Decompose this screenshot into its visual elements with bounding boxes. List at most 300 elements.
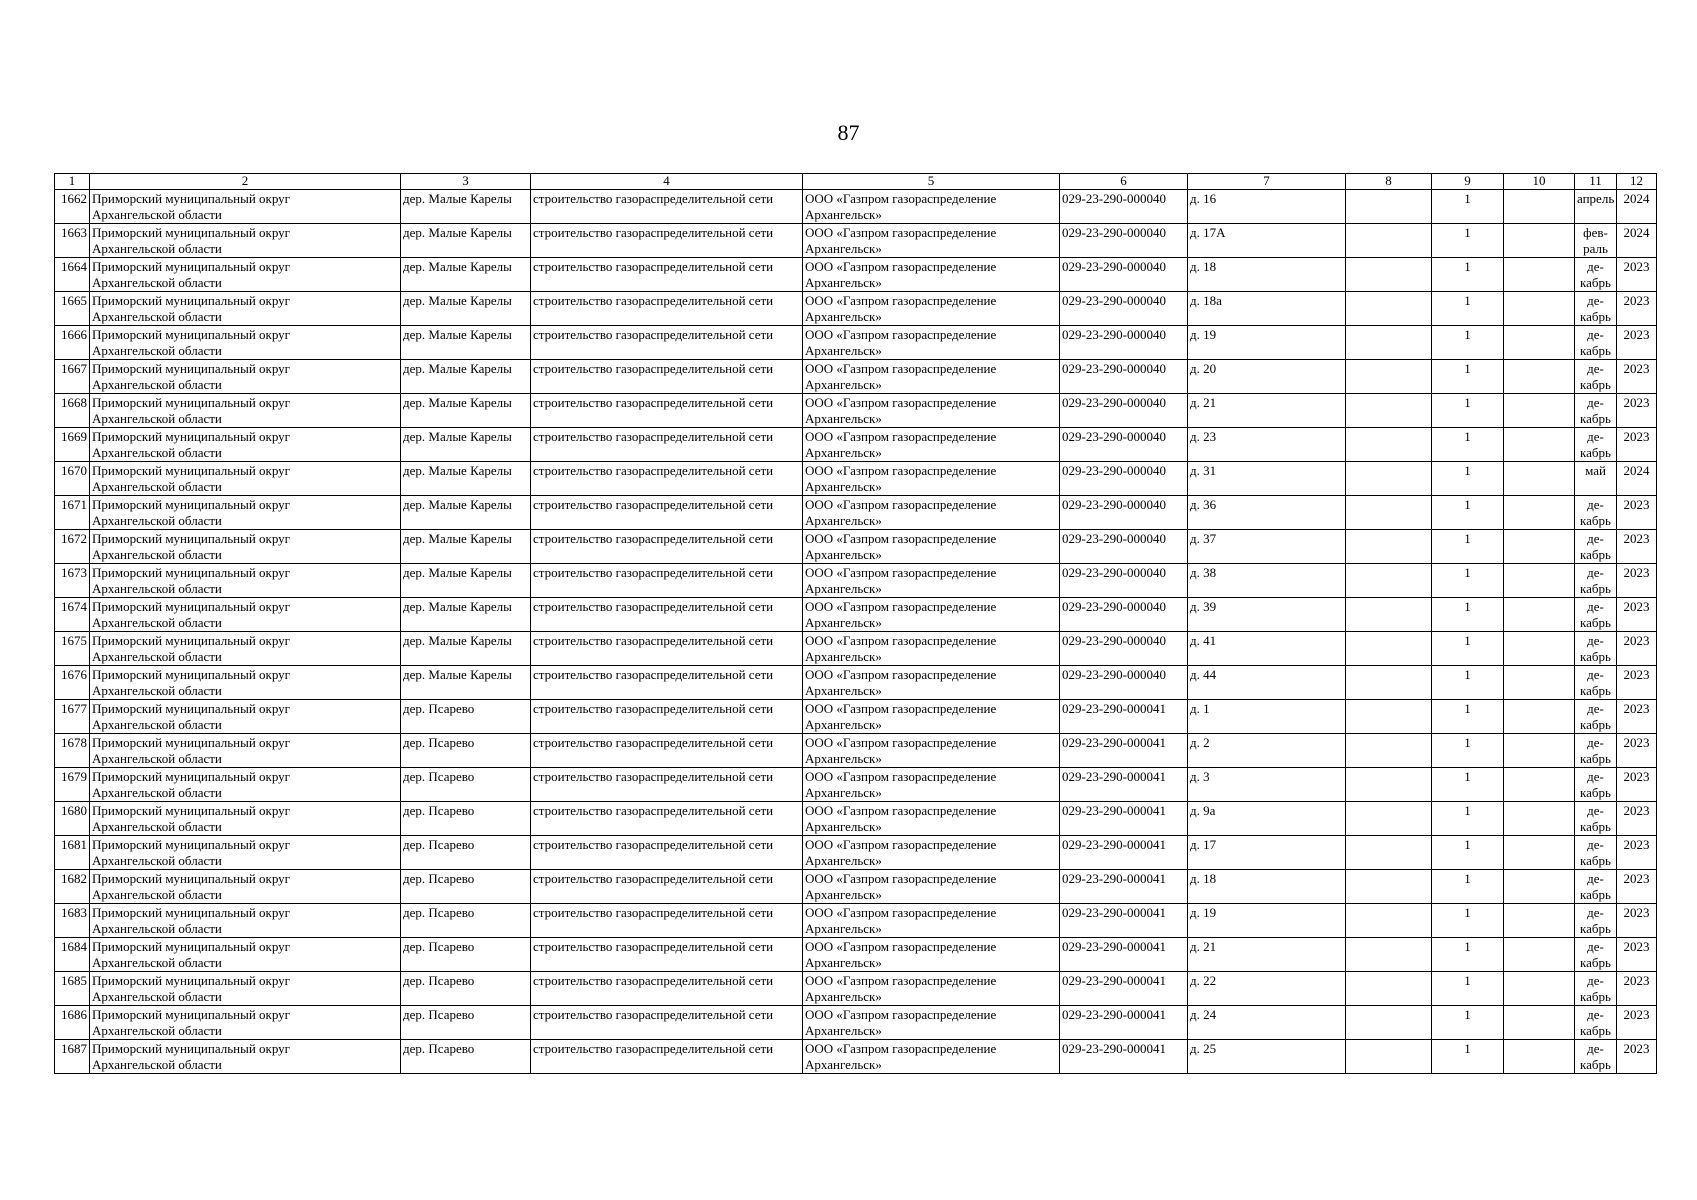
settlement-cell [401,904,531,938]
quantity-cell [1432,1006,1504,1040]
month-text: апрель [1577,191,1615,206]
row-number-text: 1664 [61,259,87,274]
district-text: Архангельской области [92,445,222,460]
row-number-text: 1662 [61,191,87,206]
year-text: 2023 [1623,701,1650,716]
column-10-cell [1504,292,1575,326]
settlement-text: дер. Малые Карелы [403,191,512,206]
quantity-text: 1 [1464,735,1471,750]
row-number-text: 1671 [61,497,87,512]
month-text: де- [1587,259,1604,274]
column-header-1: 1 [55,174,90,190]
code-cell [1060,326,1188,360]
month-text: де- [1587,1041,1604,1056]
district-cell [90,666,401,700]
organization-cell [803,870,1060,904]
column-10-cell [1504,734,1575,768]
organization-cell [803,666,1060,700]
code-cell [1060,836,1188,870]
quantity-text: 1 [1464,769,1471,784]
code-cell [1060,190,1188,224]
work-type-cell [531,224,803,258]
house-text: д. 44 [1190,667,1217,682]
district-text: Архангельской области [92,921,222,936]
organization-text: ООО «Газпром газораспределение [805,259,997,274]
row-number-cell [55,734,90,768]
code-cell [1060,972,1188,1006]
month-text: кабрь [1580,819,1611,834]
code-text: 029-23-290-000040 [1062,293,1166,308]
organization-text: ООО «Газпром газораспределение [805,667,997,682]
organization-cell [803,394,1060,428]
month-text: де- [1587,531,1604,546]
table-row [55,530,1657,564]
district-text: Архангельской области [92,785,222,800]
district-cell [90,326,401,360]
year-cell [1617,394,1657,428]
column-8-cell [1346,496,1432,530]
column-8-cell [1346,360,1432,394]
month-cell [1575,632,1617,666]
organization-cell [803,258,1060,292]
month-text: май [1585,463,1606,478]
house-text: д. 1 [1190,701,1210,716]
work-type-text: строительство газораспределительной сети [533,463,774,478]
house-cell [1188,496,1346,530]
code-text: 029-23-290-000040 [1062,395,1166,410]
organization-text: ООО «Газпром газораспределение [805,293,997,308]
month-text: кабрь [1580,717,1611,732]
code-cell [1060,360,1188,394]
quantity-text: 1 [1464,259,1471,274]
district-text: Приморский муниципальный округ [92,361,291,376]
column-8-cell [1346,904,1432,938]
table-row [55,938,1657,972]
organization-text: ООО «Газпром газораспределение [805,633,997,648]
quantity-cell [1432,564,1504,598]
code-cell [1060,292,1188,326]
organization-text: ООО «Газпром газораспределение [805,395,997,410]
quantity-cell [1432,428,1504,462]
table-row [55,394,1657,428]
year-cell [1617,666,1657,700]
organization-text: ООО «Газпром газораспределение [805,531,997,546]
district-text: Приморский муниципальный округ [92,905,291,920]
table-row [55,360,1657,394]
code-text: 029-23-290-000040 [1062,191,1166,206]
district-text: Приморский муниципальный округ [92,667,291,682]
year-text: 2023 [1623,633,1650,648]
month-text: кабрь [1580,1057,1611,1072]
organization-text: Архангельск» [805,241,882,256]
work-type-text: строительство газораспределительной сети [533,429,774,444]
month-text: де- [1587,837,1604,852]
settlement-text: дер. Псарево [403,803,475,818]
settlement-cell [401,292,531,326]
work-type-text: строительство газораспределительной сети [533,565,774,580]
house-text: д. 39 [1190,599,1217,614]
year-text: 2024 [1623,191,1650,206]
month-cell [1575,904,1617,938]
code-text: 029-23-290-000041 [1062,871,1166,886]
settlement-cell [401,564,531,598]
quantity-text: 1 [1464,531,1471,546]
row-number-cell [55,360,90,394]
settlement-cell [401,700,531,734]
row-number-cell [55,802,90,836]
table-row [55,326,1657,360]
organization-cell [803,496,1060,530]
house-cell [1188,904,1346,938]
column-header-6: 6 [1060,174,1188,190]
work-type-text: строительство газораспределительной сети [533,531,774,546]
year-text: 2023 [1623,803,1650,818]
organization-cell [803,1006,1060,1040]
month-cell [1575,802,1617,836]
row-number-text: 1673 [61,565,87,580]
district-text: Приморский муниципальный округ [92,633,291,648]
organization-cell [803,598,1060,632]
district-text: Архангельской области [92,1023,222,1038]
code-cell [1060,870,1188,904]
month-cell [1575,768,1617,802]
organization-text: ООО «Газпром газораспределение [805,497,997,512]
district-text: Архангельской области [92,819,222,834]
code-cell [1060,530,1188,564]
district-text: Архангельской области [92,411,222,426]
quantity-text: 1 [1464,225,1471,240]
row-number-cell [55,666,90,700]
house-cell [1188,972,1346,1006]
year-text: 2023 [1623,327,1650,342]
column-8-cell [1346,1040,1432,1074]
row-number-text: 1678 [61,735,87,750]
quantity-cell [1432,258,1504,292]
year-cell [1617,836,1657,870]
district-text: Приморский муниципальный округ [92,803,291,818]
year-cell [1617,700,1657,734]
organization-text: Архангельск» [805,275,882,290]
work-type-cell [531,802,803,836]
house-text: д. 25 [1190,1041,1217,1056]
code-cell [1060,564,1188,598]
year-text: 2023 [1623,1041,1650,1056]
table-row [55,258,1657,292]
house-cell [1188,632,1346,666]
code-text: 029-23-290-000040 [1062,361,1166,376]
work-type-cell [531,632,803,666]
year-cell [1617,530,1657,564]
district-text: Приморский муниципальный округ [92,293,291,308]
code-text: 029-23-290-000040 [1062,429,1166,444]
month-cell [1575,938,1617,972]
row-number-cell [55,632,90,666]
column-8-cell [1346,428,1432,462]
month-text: кабрь [1580,1023,1611,1038]
work-type-cell [531,1006,803,1040]
column-10-cell [1504,904,1575,938]
settlement-text: дер. Псарево [403,939,475,954]
work-type-text: строительство газораспределительной сети [533,735,774,750]
column-header-4: 4 [531,174,803,190]
row-number-cell [55,904,90,938]
organization-text: Архангельск» [805,581,882,596]
code-text: 029-23-290-000040 [1062,667,1166,682]
quantity-cell [1432,768,1504,802]
district-cell [90,870,401,904]
house-cell [1188,938,1346,972]
district-text: Архангельской области [92,275,222,290]
organization-cell [803,224,1060,258]
month-text: кабрь [1580,445,1611,460]
year-cell [1617,462,1657,496]
month-text: де- [1587,735,1604,750]
year-text: 2023 [1623,531,1650,546]
quantity-text: 1 [1464,905,1471,920]
organization-text: ООО «Газпром газораспределение [805,803,997,818]
year-cell [1617,802,1657,836]
month-cell [1575,292,1617,326]
code-text: 029-23-290-000041 [1062,735,1166,750]
column-10-cell [1504,802,1575,836]
district-text: Приморский муниципальный округ [92,939,291,954]
quantity-text: 1 [1464,837,1471,852]
work-type-cell [531,598,803,632]
month-cell [1575,394,1617,428]
year-cell [1617,428,1657,462]
row-number-cell [55,768,90,802]
district-text: Приморский муниципальный округ [92,327,291,342]
work-type-text: строительство газораспределительной сети [533,497,774,512]
work-type-cell [531,394,803,428]
code-cell [1060,224,1188,258]
code-text: 029-23-290-000041 [1062,803,1166,818]
quantity-text: 1 [1464,1007,1471,1022]
column-10-cell [1504,700,1575,734]
column-10-cell [1504,768,1575,802]
settlement-cell [401,530,531,564]
district-text: Архангельской области [92,955,222,970]
district-text: Архангельской области [92,717,222,732]
house-text: д. 36 [1190,497,1217,512]
column-8-cell [1346,836,1432,870]
organization-cell [803,530,1060,564]
organization-text: Архангельск» [805,479,882,494]
month-text: кабрь [1580,989,1611,1004]
organization-text: ООО «Газпром газораспределение [805,463,997,478]
organization-text: ООО «Газпром газораспределение [805,599,997,614]
organization-text: Архангельск» [805,683,882,698]
page-number: 87 [837,120,860,145]
row-number-text: 1672 [61,531,87,546]
code-text: 029-23-290-000041 [1062,701,1166,716]
quantity-text: 1 [1464,497,1471,512]
house-text: д. 9а [1190,803,1216,818]
quantity-cell [1432,530,1504,564]
organization-cell [803,360,1060,394]
code-text: 029-23-290-000040 [1062,633,1166,648]
work-type-text: строительство газораспределительной сети [533,837,774,852]
district-cell [90,394,401,428]
work-type-text: строительство газораспределительной сети [533,973,774,988]
district-text: Приморский муниципальный округ [92,871,291,886]
organization-cell [803,802,1060,836]
month-cell [1575,1040,1617,1074]
organization-cell [803,326,1060,360]
work-type-cell [531,564,803,598]
district-text: Архангельской области [92,853,222,868]
district-cell [90,1006,401,1040]
year-text: 2024 [1623,463,1650,478]
organization-cell [803,428,1060,462]
settlement-text: дер. Псарево [403,769,475,784]
settlement-text: дер. Псарево [403,837,475,852]
code-cell [1060,1006,1188,1040]
district-text: Архангельской области [92,615,222,630]
work-type-text: строительство газораспределительной сети [533,1041,774,1056]
year-cell [1617,326,1657,360]
quantity-cell [1432,972,1504,1006]
district-text: Приморский муниципальный округ [92,769,291,784]
district-text: Приморский муниципальный округ [92,531,291,546]
work-type-cell [531,1040,803,1074]
quantity-text: 1 [1464,327,1471,342]
settlement-cell [401,428,531,462]
organization-text: Архангельск» [805,547,882,562]
work-type-cell [531,258,803,292]
year-cell [1617,190,1657,224]
month-cell [1575,598,1617,632]
house-cell [1188,700,1346,734]
settlement-text: дер. Малые Карелы [403,293,512,308]
table-row [55,1040,1657,1074]
district-text: Приморский муниципальный округ [92,463,291,478]
quantity-text: 1 [1464,463,1471,478]
row-number-cell [55,428,90,462]
column-header-12: 12 [1617,174,1657,190]
house-text: д. 2 [1190,735,1210,750]
month-text: де- [1587,667,1604,682]
month-text: кабрь [1580,309,1611,324]
district-text: Архангельской области [92,581,222,596]
house-text: д. 31 [1190,463,1217,478]
work-type-text: строительство газораспределительной сети [533,293,774,308]
registry-table [54,173,1657,1074]
work-type-cell [531,292,803,326]
row-number-cell [55,836,90,870]
work-type-cell [531,462,803,496]
code-text: 029-23-290-000041 [1062,905,1166,920]
year-text: 2023 [1623,1007,1650,1022]
organization-text: ООО «Газпром газораспределение [805,973,997,988]
house-text: д. 24 [1190,1007,1217,1022]
district-text: Архангельской области [92,241,222,256]
table-row [55,1006,1657,1040]
month-text: кабрь [1580,275,1611,290]
district-cell [90,292,401,326]
row-number-text: 1679 [61,769,87,784]
month-text: кабрь [1580,513,1611,528]
settlement-text: дер. Малые Карелы [403,599,512,614]
organization-cell [803,190,1060,224]
organization-text: Архангельск» [805,1023,882,1038]
column-10-cell [1504,530,1575,564]
organization-text: Архангельск» [805,343,882,358]
work-type-cell [531,190,803,224]
table-row [55,836,1657,870]
month-text: кабрь [1580,683,1611,698]
month-cell [1575,700,1617,734]
district-text: Приморский муниципальный округ [92,1007,291,1022]
district-text: Архангельской области [92,887,222,902]
code-cell [1060,428,1188,462]
house-cell [1188,564,1346,598]
work-type-text: строительство газораспределительной сети [533,1007,774,1022]
row-number-text: 1687 [61,1041,87,1056]
settlement-text: дер. Малые Карелы [403,531,512,546]
table-row [55,666,1657,700]
settlement-text: дер. Псарево [403,973,475,988]
year-cell [1617,598,1657,632]
quantity-text: 1 [1464,191,1471,206]
district-cell [90,802,401,836]
month-text: де- [1587,871,1604,886]
month-cell [1575,360,1617,394]
row-number-cell [55,564,90,598]
column-header-7: 7 [1188,174,1346,190]
column-8-cell [1346,700,1432,734]
column-8-cell [1346,1006,1432,1040]
column-10-cell [1504,190,1575,224]
organization-text: ООО «Газпром газораспределение [805,871,997,886]
year-text: 2023 [1623,599,1650,614]
column-10-cell [1504,326,1575,360]
organization-cell [803,768,1060,802]
organization-cell [803,972,1060,1006]
settlement-text: дер. Малые Карелы [403,497,512,512]
month-text: кабрь [1580,955,1611,970]
district-text: Архангельской области [92,377,222,392]
organization-text: Архангельск» [805,513,882,528]
work-type-cell [531,734,803,768]
house-cell [1188,360,1346,394]
district-text: Архангельской области [92,513,222,528]
year-cell [1617,564,1657,598]
column-10-cell [1504,360,1575,394]
organization-text: ООО «Газпром газораспределение [805,905,997,920]
column-8-cell [1346,768,1432,802]
column-8-cell [1346,394,1432,428]
quantity-text: 1 [1464,939,1471,954]
code-text: 029-23-290-000040 [1062,565,1166,580]
column-10-cell [1504,428,1575,462]
year-text: 2024 [1623,225,1650,240]
row-number-text: 1681 [61,837,87,852]
house-cell [1188,1040,1346,1074]
year-text: 2023 [1623,395,1650,410]
organization-cell [803,632,1060,666]
organization-text: Архангельск» [805,955,882,970]
house-text: д. 17 [1190,837,1217,852]
settlement-cell [401,190,531,224]
table-row [55,734,1657,768]
district-cell [90,938,401,972]
district-cell [90,360,401,394]
quantity-cell [1432,394,1504,428]
house-cell [1188,394,1346,428]
organization-text: ООО «Газпром газораспределение [805,701,997,716]
row-number-text: 1667 [61,361,87,376]
